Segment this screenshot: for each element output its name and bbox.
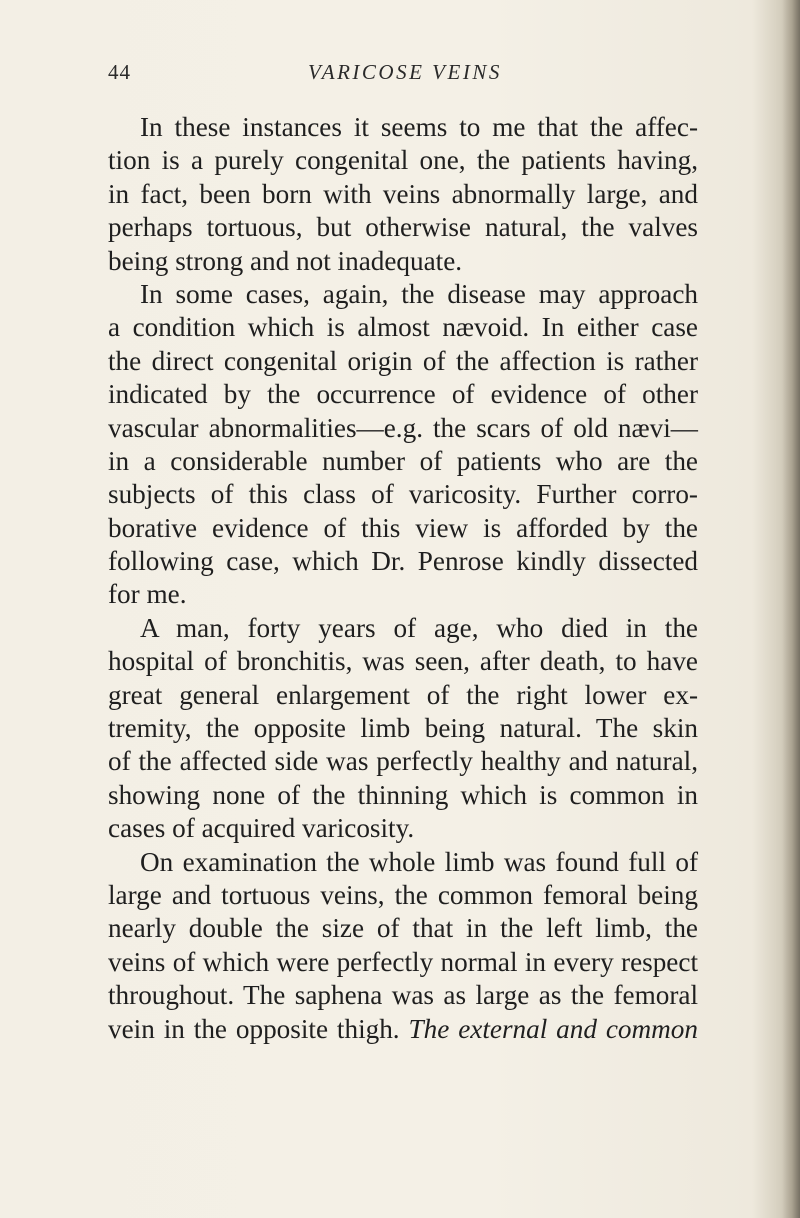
text-line: tremity, the opposite limb being natural. The skin: [108, 713, 698, 744]
text-line: being strong and not inadequate.: [108, 245, 463, 276]
text-line: borative evidence of this view is afforded by the: [108, 512, 698, 543]
text-line: veins of which were perfectly normal in every respect: [108, 946, 698, 977]
text-plain: vein in the opposite thigh.: [108, 1013, 400, 1044]
running-title: VARICOSE VEINS: [308, 60, 502, 84]
text-line: tion is a purely congenital one, the patients having,: [108, 145, 698, 176]
text-line: in fact, been born with veins abnormally large, and: [108, 178, 698, 209]
text-line: On examination the whole limb was found full of: [140, 846, 698, 877]
text-line: large and tortuous veins, the common femoral being: [108, 879, 698, 910]
text-line: indicated by the occurrence of evidence of other: [108, 379, 698, 410]
text-line: showing none of the thinning which is common in: [108, 779, 698, 810]
text-line: nearly double the size of that in the left limb, the: [108, 913, 698, 944]
text-line: A man, forty years of age, who died in the: [140, 612, 698, 643]
text-line: a condition which is almost nævoid. In either case: [108, 312, 698, 343]
text-line: throughout. The saphena was as large as the femoral: [108, 980, 698, 1011]
running-head: [108, 60, 688, 90]
text-line: great general enlargement of the right lower ex-: [108, 679, 698, 710]
text-line: following case, which Dr. Penrose kindly dissected: [108, 546, 698, 577]
body-text: [108, 111, 698, 1046]
text-line: of the affected side was perfectly healthy and natural,: [108, 746, 698, 777]
text-italic: The external and common: [408, 1013, 698, 1044]
text-line: In these instances it seems to me that the affec-: [140, 112, 698, 142]
text-line: hospital of bronchitis, was seen, after death, to have: [108, 646, 698, 677]
text-line: cases of acquired varicosity.: [108, 813, 415, 844]
text-line: subjects of this class of varicosity. Further corro-: [108, 479, 698, 510]
page-number: 44: [108, 60, 131, 84]
text-line: in a considerable number of patients who are the: [108, 445, 698, 476]
text-line: for me.: [108, 579, 187, 610]
text-line: In some cases, again, the disease may approach: [140, 278, 698, 309]
text-line: the direct congenital origin of the affection is rather: [108, 345, 698, 376]
text-line-final: [108, 1013, 698, 1046]
text-line: vascular abnormalities—e.g. the scars of old nævi—: [108, 412, 698, 443]
text-line: perhaps tortuous, but otherwise natural, the valves: [108, 212, 698, 243]
page-edge-shadow: [782, 0, 800, 1218]
